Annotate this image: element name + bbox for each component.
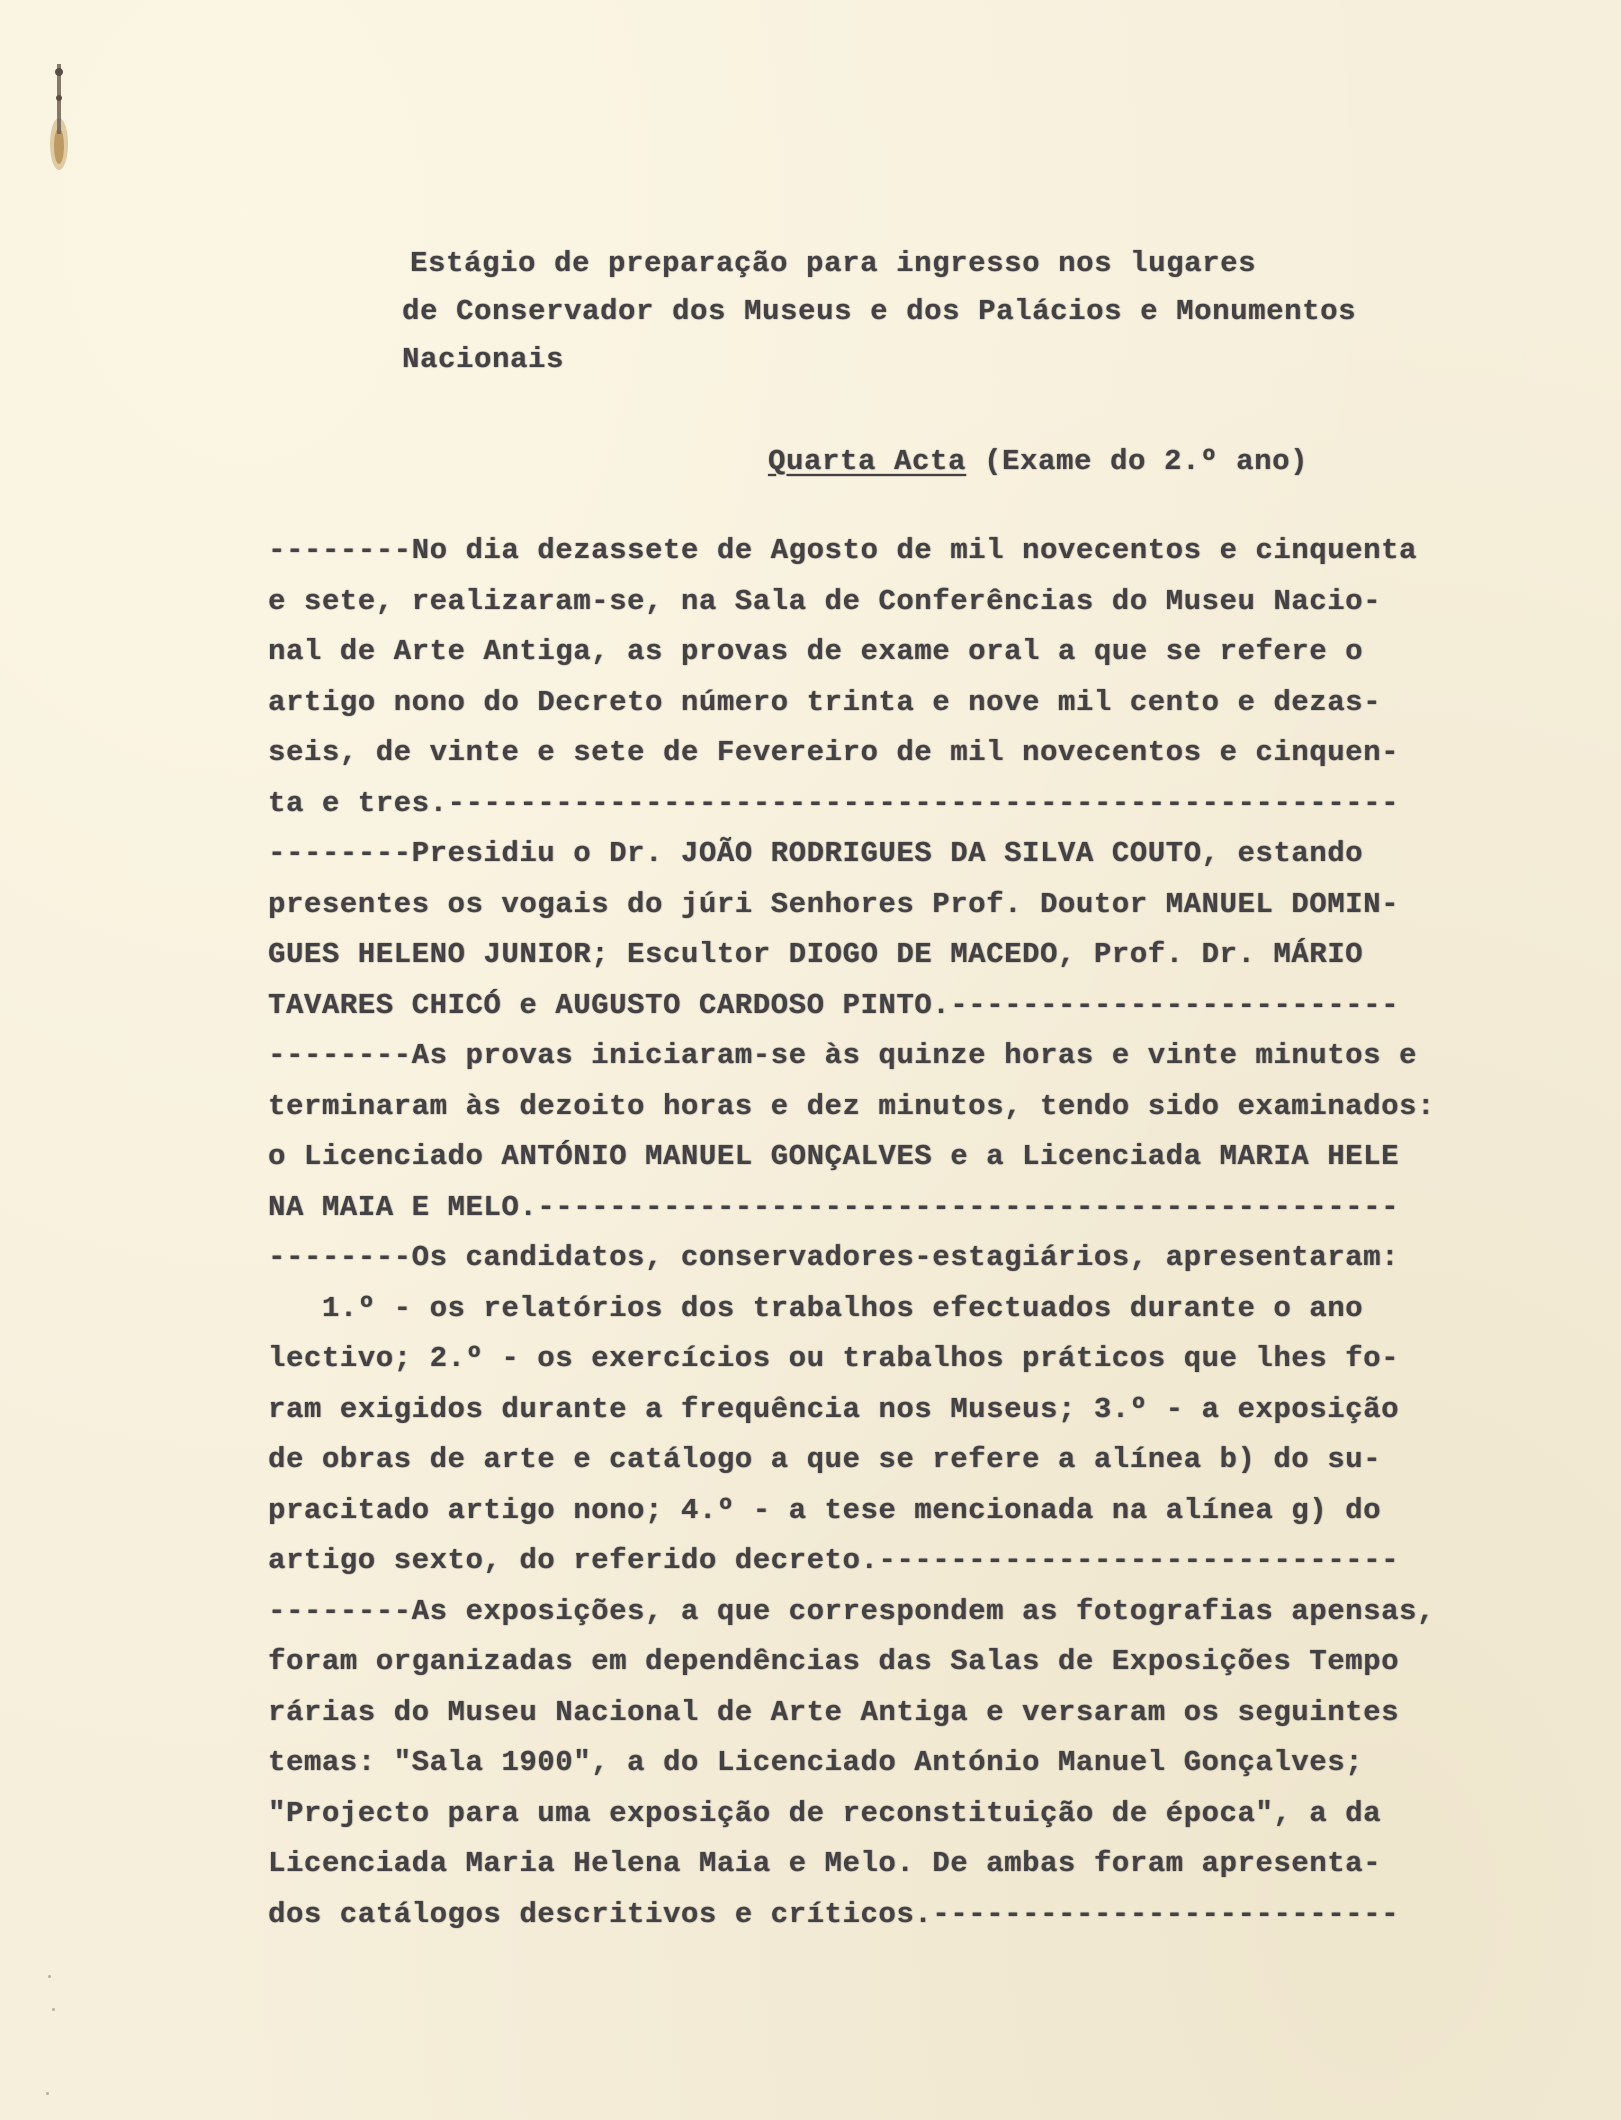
paper-speck [46, 2092, 49, 2095]
document-body [268, 526, 1435, 1940]
document-heading [402, 240, 1357, 384]
body-line: terminaram às dezoito horas e dez minutos, tendo sido examinados: [268, 1089, 1435, 1123]
body-line: --------As exposições, a que correspondem as fotografias apensas, [268, 1594, 1435, 1628]
subtitle-title: Quarta Acta [768, 445, 967, 478]
paper-speck [48, 1975, 51, 1978]
body-line: ram exigidos durante a frequência nos Museus; 3.º - a exposição [268, 1392, 1400, 1426]
body-line: --------Os candidatos, conservadores-estagiários, apresentaram: [268, 1241, 1400, 1274]
body-line: TAVARES CHICÓ e AUGUSTO CARDOSO PINTO.------------------------- [268, 988, 1400, 1022]
body-line: temas: "Sala 1900", a do Licenciado António Manuel Gonçalves; [268, 1746, 1364, 1779]
body-line: Licenciada Maria Helena Maia e Melo. De ambas foram apresenta- [268, 1847, 1382, 1880]
body-line: pracitado artigo nono; 4.º - a tese mencionada na alínea g) do [268, 1493, 1382, 1527]
body-line: "Projecto para uma exposição de reconstituição de época", a da [268, 1796, 1382, 1830]
body-line: e sete, realizaram-se, na Sala de Conferências do Museu Nacio- [268, 584, 1382, 618]
body-line: --------As provas iniciaram-se às quinze horas e vinte minutos e [268, 1039, 1417, 1072]
staple-rust-mark [48, 62, 70, 180]
body-line: rárias do Museu Nacional de Arte Antiga e versaram os seguintes [268, 1695, 1400, 1729]
heading-line-3: Nacionais [402, 343, 565, 376]
paper-speck [52, 2008, 55, 2011]
body-line: dos catálogos descritivos e críticos.-------------------------- [268, 1897, 1400, 1931]
body-line: artigo nono do Decreto número trinta e nove mil cento e dezas- [268, 685, 1382, 719]
body-line: lectivo; 2.º - os exercícios ou trabalhos práticos que lhes fo- [268, 1342, 1400, 1375]
body-line: 1.º - os relatórios dos trabalhos efectuados durante o ano [268, 1291, 1364, 1325]
document-subtitle [768, 438, 1308, 486]
heading-line-2: de Conservador dos Museus e dos Palácios e Monumentos [402, 295, 1357, 328]
body-line: de obras de arte e catálogo a que se refere a alínea b) do su- [268, 1443, 1382, 1476]
body-line: --------Presidiu o Dr. JOÃO RODRIGUES DA SILVA COUTO, estando [268, 837, 1364, 870]
body-line: nal de Arte Antiga, as provas de exame oral a que se refere o [268, 635, 1364, 668]
body-line: GUES HELENO JUNIOR; Escultor DIOGO DE MACEDO, Prof. Dr. MÁRIO [268, 938, 1364, 971]
body-line: o Licenciado ANTÓNIO MANUEL GONÇALVES e a Licenciada MARIA HELE [268, 1140, 1400, 1173]
heading-line-1: Estágio de preparação para ingresso nos lugares [410, 247, 1257, 280]
body-line: seis, de vinte e sete de Fevereiro de mil novecentos e cinquen- [268, 736, 1400, 769]
body-line: --------No dia dezassete de Agosto de mil novecentos e cinquenta [268, 534, 1417, 567]
body-line: ta e tres.----------------------------------------------------- [268, 786, 1400, 820]
body-line: NA MAIA E MELO.------------------------------------------------ [268, 1190, 1400, 1224]
body-line: presentes os vogais do júri Senhores Prof. Doutor MANUEL DOMIN- [268, 887, 1400, 921]
body-line: foram organizadas em dependências das Salas de Exposições Tempo [268, 1645, 1400, 1678]
body-line: artigo sexto, do referido decreto.----------------------------- [268, 1544, 1400, 1577]
subtitle-detail: (Exame do 2.º ano) [966, 445, 1309, 478]
